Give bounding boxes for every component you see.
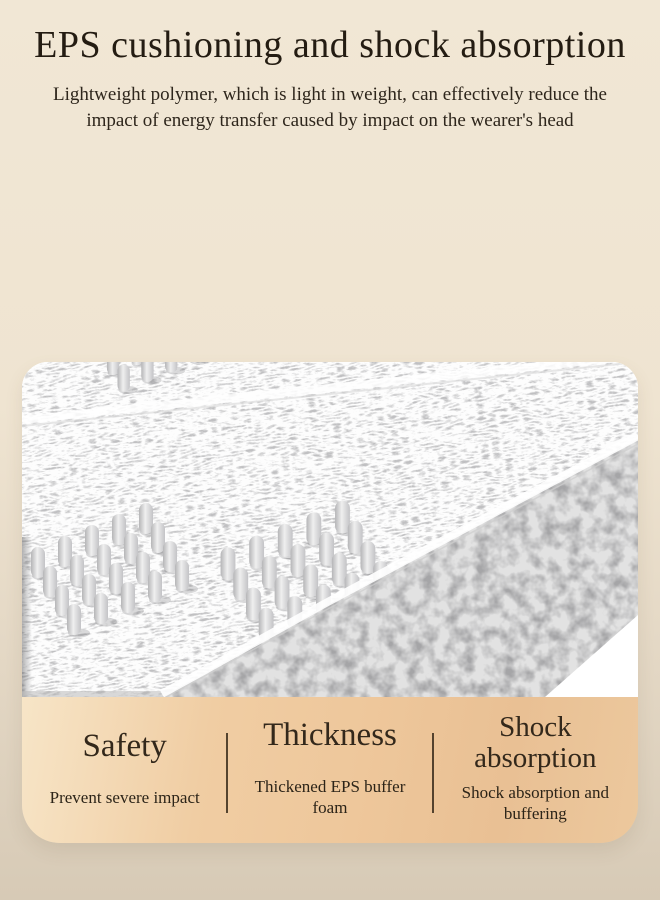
subtitle-line-1: Lightweight polymer, which is light in weight, can effectively reduce the (53, 84, 607, 105)
feature-heading-thickness: Thickness (263, 717, 397, 753)
feature-column-thickness (227, 697, 432, 843)
feature-divider-1 (226, 733, 228, 813)
feature-divider-2 (432, 733, 434, 813)
feature-desc-shock-absorption: Shock absorption and buffering (461, 783, 609, 823)
page-subtitle (0, 82, 660, 134)
feature-desc-thickness: Thickened EPS buffer foam (254, 777, 406, 817)
product-feature-card (22, 362, 638, 843)
feature-column-safety (22, 697, 227, 843)
feature-column-shock-absorption (433, 697, 638, 843)
feature-desc-safety: Prevent severe impact (49, 787, 200, 807)
feature-heading-safety: Safety (82, 727, 167, 764)
subtitle-line-2: impact of energy transfer caused by impact on the wearer's head (86, 110, 574, 131)
feature-heading-shock-absorption: Shock absorption (474, 711, 597, 774)
header (0, 0, 660, 134)
foam-illustration (22, 362, 638, 697)
features-panel (22, 697, 638, 843)
eps-foam-image (22, 362, 638, 697)
page-title: EPS cushioning and shock absorption (34, 24, 626, 66)
